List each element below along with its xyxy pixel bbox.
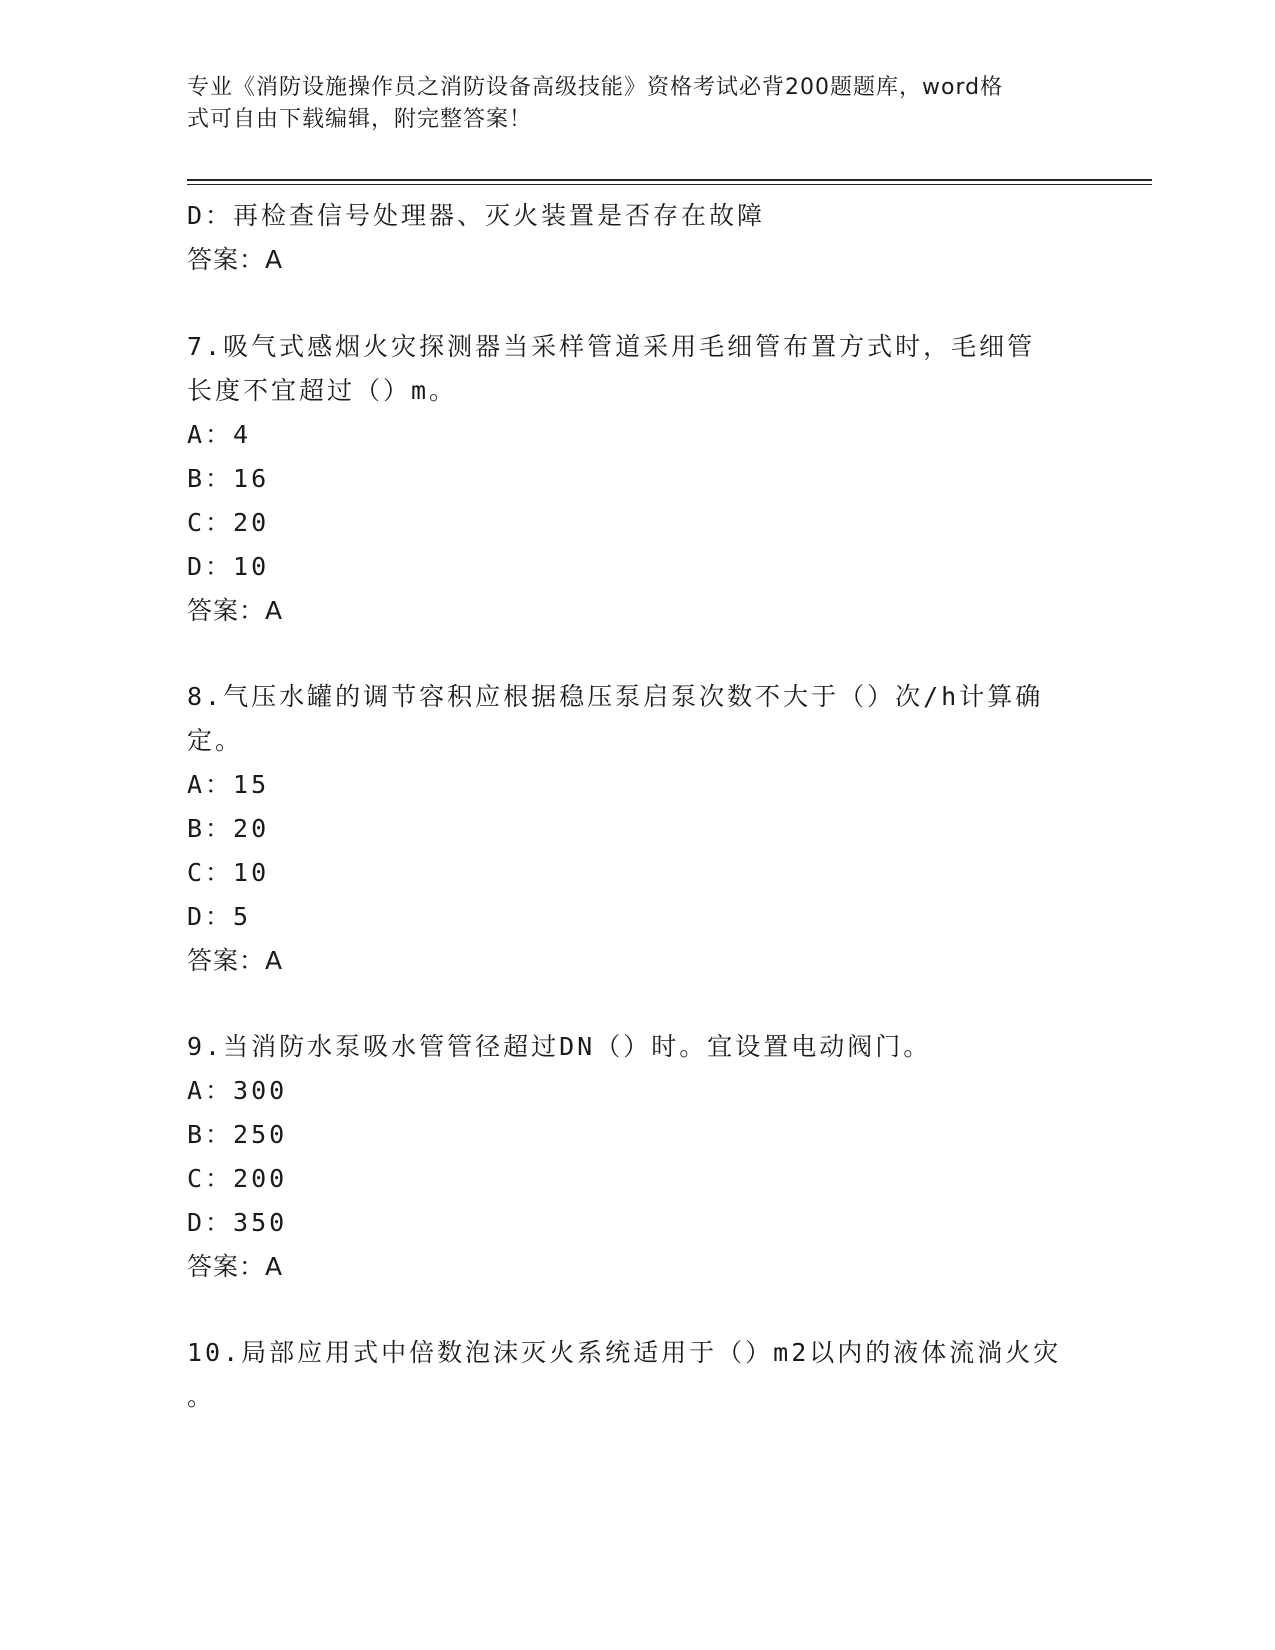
document-header: [187, 72, 1067, 136]
q7-option-d: D：10: [187, 552, 270, 581]
q7-answer: 答案：A: [187, 596, 284, 625]
q8-option-a: A：15: [187, 770, 270, 799]
q8-answer: 答案：A: [187, 946, 284, 975]
q9-option-c: C：200: [187, 1164, 288, 1193]
q9-option-a: A：300: [187, 1076, 288, 1105]
header-rule-thick: [187, 179, 1152, 181]
header-rule-thin: [187, 184, 1152, 185]
prev-answer: 答案：A: [187, 245, 284, 274]
q8-option-c: C：10: [187, 858, 270, 887]
q8-option-b: B：20: [187, 814, 270, 843]
q9-answer: 答案：A: [187, 1252, 284, 1281]
q10-stem-line-2: 。: [187, 1382, 216, 1411]
q9-option-b: B：250: [187, 1120, 288, 1149]
prev-option-d: D：再检查信号处理器、灭火装置是否存在故障: [187, 201, 766, 230]
q8-stem-line-2: 定。: [187, 726, 244, 755]
q9-stem-line-1: 9.当消防水泵吸水管管径超过DN（）时。宜设置电动阀门。: [187, 1032, 932, 1061]
q9-option-d: D：350: [187, 1208, 288, 1237]
q7-stem-line-1: 7.吸气式感烟火灾探测器当采样管道采用毛细管布置方式时，毛细管: [187, 332, 1036, 361]
q8-option-d: D：5: [187, 902, 252, 931]
q7-option-c: C：20: [187, 508, 270, 537]
q8-stem-line-1: 8.气压水罐的调节容积应根据稳压泵启泵次数不大于（）次/h计算确: [187, 682, 1044, 711]
q7-stem-line-2: 长度不宜超过（）m。: [187, 376, 458, 405]
header-line-2: 式可自由下载编辑，附完整答案！: [187, 107, 533, 132]
q7-option-a: A：4: [187, 420, 252, 449]
q10-stem-line-1: 10.局部应用式中倍数泡沫灭火系统适用于（）m2以内的液体流淌火灾: [187, 1338, 1062, 1367]
header-line-1: 专业《消防设施操作员之消防设备高级技能》资格考试必背200题题库，word格: [187, 75, 1004, 100]
q7-option-b: B：16: [187, 464, 270, 493]
